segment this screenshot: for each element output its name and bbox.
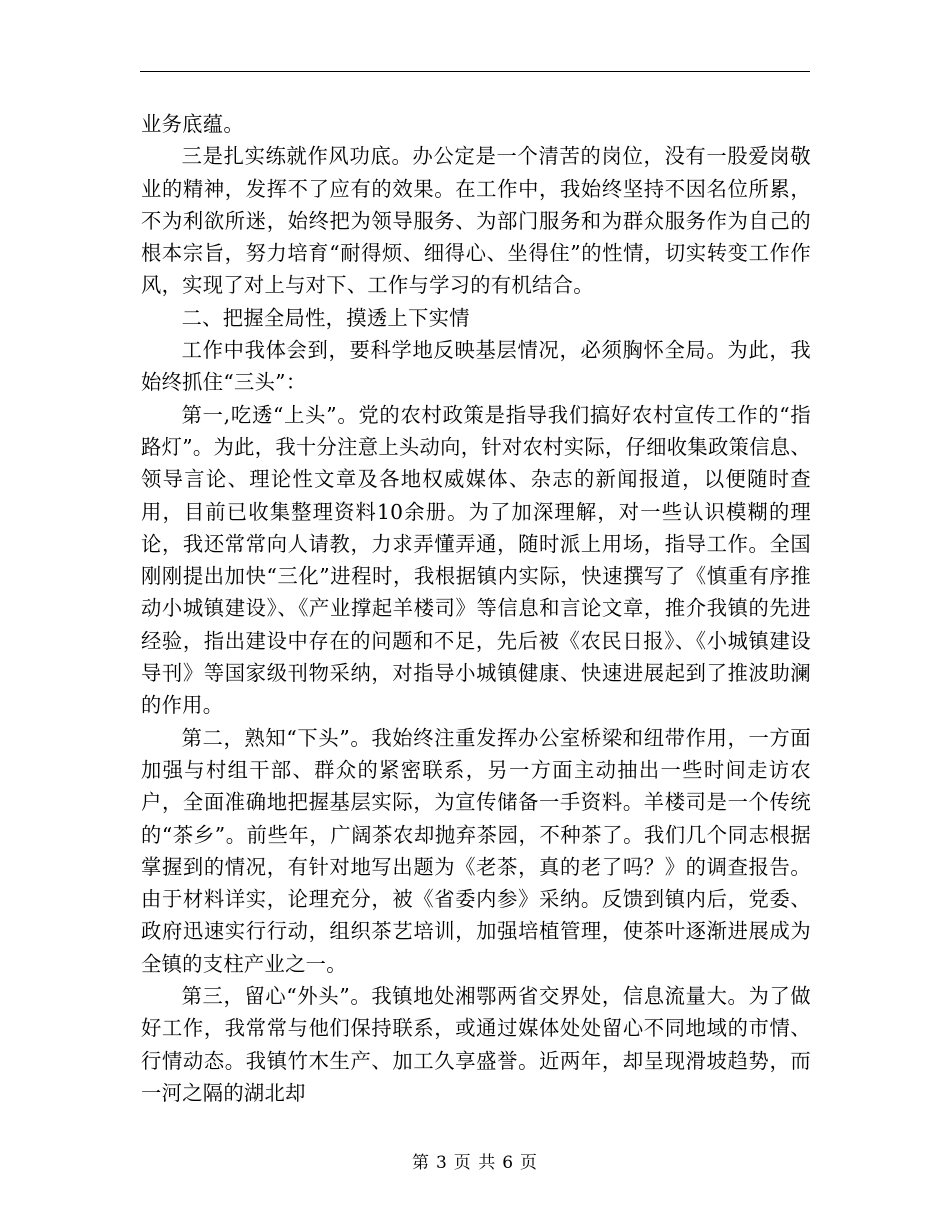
section-heading: 二、把握全局性，摸透上下实情 — [181, 305, 470, 330]
header-rule — [140, 71, 810, 72]
footer-middle: 页 共 — [453, 1153, 497, 1173]
paragraph: 第一,吃透“上头”。党的农村政策是指导我们搞好农村宣传工作的“指路灯”。为此，我十分注意上头动向，针对农村实际，仔细收集政策信息、领导言论、理论性文章及各地权威媒体、杂志的新闻报道，以便随时查用，目前已收集整理资料10余册。为了加深理解，对一些认识模糊的理论，我还常常向人请教，力求弄懂弄通，随时派上用场，指导工作。全国刚刚提出加快“三化”进程时，我根据镇内实际，快速撰写了《慎重有序推动小城镇建设》、《产业撑起羊楼司》等信息和言论文章，推介我镇的先进经验，指出建设中存在的问题和不足，先后被《农民日报》、《小城镇建设导刊》等国家级刊物采纳，对指导小城镇健康、快速进展起到了推波助澜的作用。 — [141, 402, 811, 718]
paragraph: 第三，留心“外头”。我镇地处湘鄂两省交界处，信息流量大。为了做好工作，我常常与他们保持联系，或通过媒体处处留心不同地域的市情、行情动态。我镇竹木生产、加工久享盛誉。近两年，却呈现滑坡趋势，而一河之隔的湖北却 — [141, 984, 811, 1105]
footer-suffix: 页 — [520, 1153, 539, 1173]
page-number: 3 — [435, 1153, 448, 1173]
paragraph: 业务底蕴。 — [141, 112, 244, 136]
paragraph: 三是扎实练就作风功底。办公定是一个清苦的岗位，没有一股爱岗敬业的精神，发挥不了应有的效果。在工作中，我始终坚持不因名位所累，不为利欲所迷，始终把为领导服务、为部门服务和为群众服务作为自己的根本宗旨，努力培育“耐得烦、细得心、坐得住”的性情，切实转变工作作风，实现了对上与对下、工作与学习的有机结合。 — [141, 144, 811, 298]
footer-prefix: 第 — [411, 1153, 430, 1173]
body-text — [141, 108, 811, 1109]
total-pages: 6 — [502, 1153, 515, 1173]
paragraph: 工作中我体会到，要科学地反映基层情况，必须胸怀全局。为此，我始终抓住“三头”： — [141, 338, 811, 395]
paragraph: 第二，熟知“下头”。我始终注重发挥办公室桥梁和纽带作用，一方面加强与村组干部、群众的紧密联系，另一方面主动抽出一些时间走访农户，全面准确地把握基层实际，为宣传储备一手资料。羊楼司是一个传统的“茶乡”。前些年，广阔茶农却抛弃茶园，不种茶了。我们几个同志根据掌握到的情况，有针对地写出题为《老茶，真的老了吗？》的调查报告。由于材料详实，论理充分，被《省委内参》采纳。反馈到镇内后，党委、政府迅速实行行动，组织茶艺培训，加强培植管理，使茶叶逐渐进展成为全镇的支柱产业之一。 — [141, 725, 811, 976]
page-footer — [0, 1152, 950, 1174]
